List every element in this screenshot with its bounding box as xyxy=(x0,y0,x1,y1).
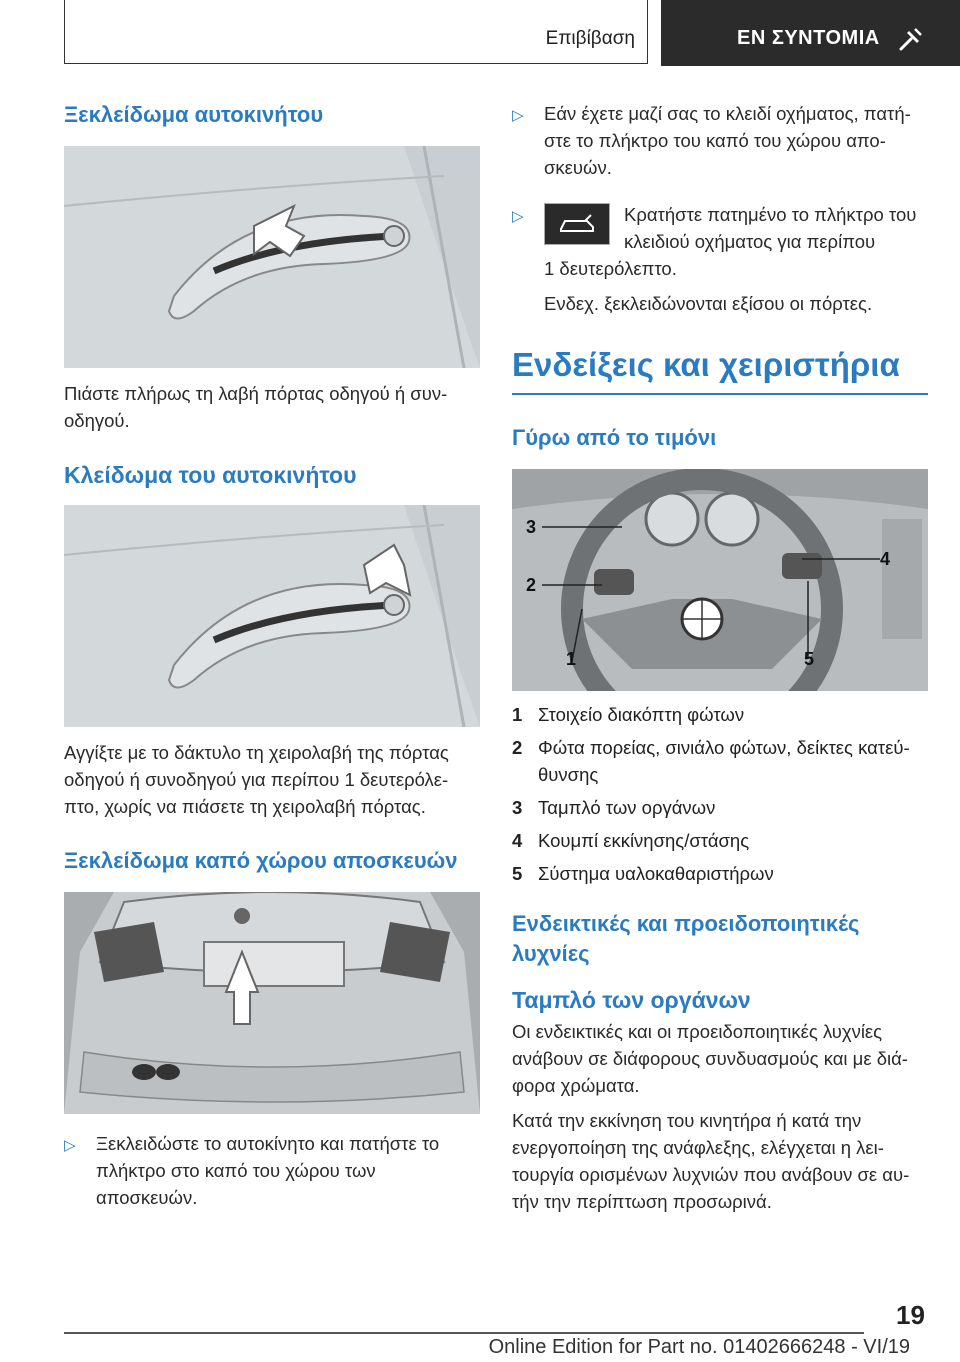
list-item: 1 Στοιχείο διακόπτη φώτων xyxy=(512,704,745,725)
list-item: 5 Σύστημα υαλοκαθαριστήρων xyxy=(512,863,774,884)
footer-rule xyxy=(64,1332,864,1334)
wheel-label-1: 1 xyxy=(566,649,577,669)
triangle-bullet-icon: ▷ xyxy=(512,208,524,225)
footer-edition: Online Edition for Part no. 01402666248 - VI/19 xyxy=(488,1336,910,1358)
list-item: 4 Κουμπί εκκίνησης/στάσης xyxy=(512,830,750,851)
steering-wheel-image xyxy=(512,469,928,691)
heading-lock-car: Κλείδωμα του αυτοκινήτου xyxy=(64,462,357,488)
heading-around-wheel: Γύρω από το τιμόνι xyxy=(512,425,717,450)
text-lamps-1: Οι ενδεικτικές και οι προειδοποιητικές λυχνίες ανάβουν σε διάφορους συνδυασμούς και με διά-φορα χρώματα. xyxy=(512,1021,908,1096)
wheel-label-4: 4 xyxy=(880,549,891,569)
bullet-hold-key xyxy=(512,201,928,317)
key-trunk-button-icon xyxy=(544,203,610,245)
door-handle-lock-image xyxy=(64,505,480,727)
text-lock-car: Αγγίξτε με το δάκτυλο τη χειρολαβή της πόρτας οδηγού ή συνοδηγού για περίπου 1 δευτερόλε-πτο, χωρίς να πιάσετε τη χειρολαβή πόρτας. xyxy=(64,742,449,817)
heading-warning-lamps: Ενδεικτικές και προειδοποιητικές λυχνίες xyxy=(512,911,860,966)
wheel-label-2: 2 xyxy=(526,575,537,595)
header-section-box xyxy=(64,0,648,64)
list-item: 3 Ταμπλό των οργάνων xyxy=(512,797,716,818)
triangle-bullet-icon: ▷ xyxy=(64,1137,76,1154)
page-number: 19 xyxy=(896,1300,925,1330)
header-quick-tab[interactable] xyxy=(661,0,960,66)
text-lamps-2: Κατά την εκκίνηση του κινητήρα ή κατά την ενεργοποίηση της ανάφλεξης, ελέγχεται η λει-τουργία ορισμένων λυχνιών που ανάβουν σε αυ-τήν την περίπτωση προσωρινά. xyxy=(512,1110,910,1212)
heading-unlock-car: Ξεκλείδωμα αυτοκινήτου xyxy=(64,102,324,127)
left-column xyxy=(64,100,480,1211)
bullet-unlock-trunk-text: Ξεκλειδώστε το αυτοκίνητο και πατήστε το πλήκτρο στο καπό του χώρου των αποσκευών. xyxy=(96,1133,440,1208)
bullet-key-trunk-text: Εάν έχετε μαζί σας το κλειδί οχήματος, πατή-στε το πλήκτρο του καπό του χώρου απο-σκευών. xyxy=(544,103,911,178)
wheel-label-3: 3 xyxy=(526,517,537,537)
heading-indicators-controls: Ενδείξεις και χειριστήρια xyxy=(512,346,900,383)
bullet-hold-key-text-a: Κρατήστε πατημένο το πλήκτρο του κλειδιού οχήματος για περίπου xyxy=(624,204,917,252)
door-handle-unlock-image xyxy=(64,146,480,368)
trunk-image xyxy=(64,892,480,1114)
wrench-arrow-icon xyxy=(897,25,925,53)
list-item: 2 Φώτα πορείας, σινιάλο φώτων, δείκτες κατεύ-θυνσης xyxy=(512,737,910,785)
bullet-key-trunk xyxy=(512,100,928,181)
text-unlock-car: Πιάστε πλήρως τη λαβή πόρτας οδηγού ή συν-οδηγού. xyxy=(64,383,448,431)
heading-rule xyxy=(512,393,928,395)
header-quick-label: ΕΝ ΣΥΝΤΟΜΙΑ xyxy=(737,27,880,49)
heading-instrument-cluster: Ταμπλό των οργάνων xyxy=(512,987,751,1013)
heading-unlock-trunk: Ξεκλείδωμα καπό χώρου αποσκευών xyxy=(64,848,458,873)
header-section-title: Επιβίβαση xyxy=(545,28,635,49)
bullet-unlock-trunk xyxy=(64,1130,480,1211)
text-doors-unlock: Ενδεχ. ξεκλειδώνονται εξίσου οι πόρτες. xyxy=(544,293,873,314)
bullet-hold-key-text-b: 1 δευτερόλεπτο. xyxy=(544,258,677,279)
wheel-legend-list xyxy=(512,701,928,887)
triangle-bullet-icon: ▷ xyxy=(512,107,524,124)
right-column xyxy=(512,100,928,1215)
wheel-label-5: 5 xyxy=(804,649,815,669)
